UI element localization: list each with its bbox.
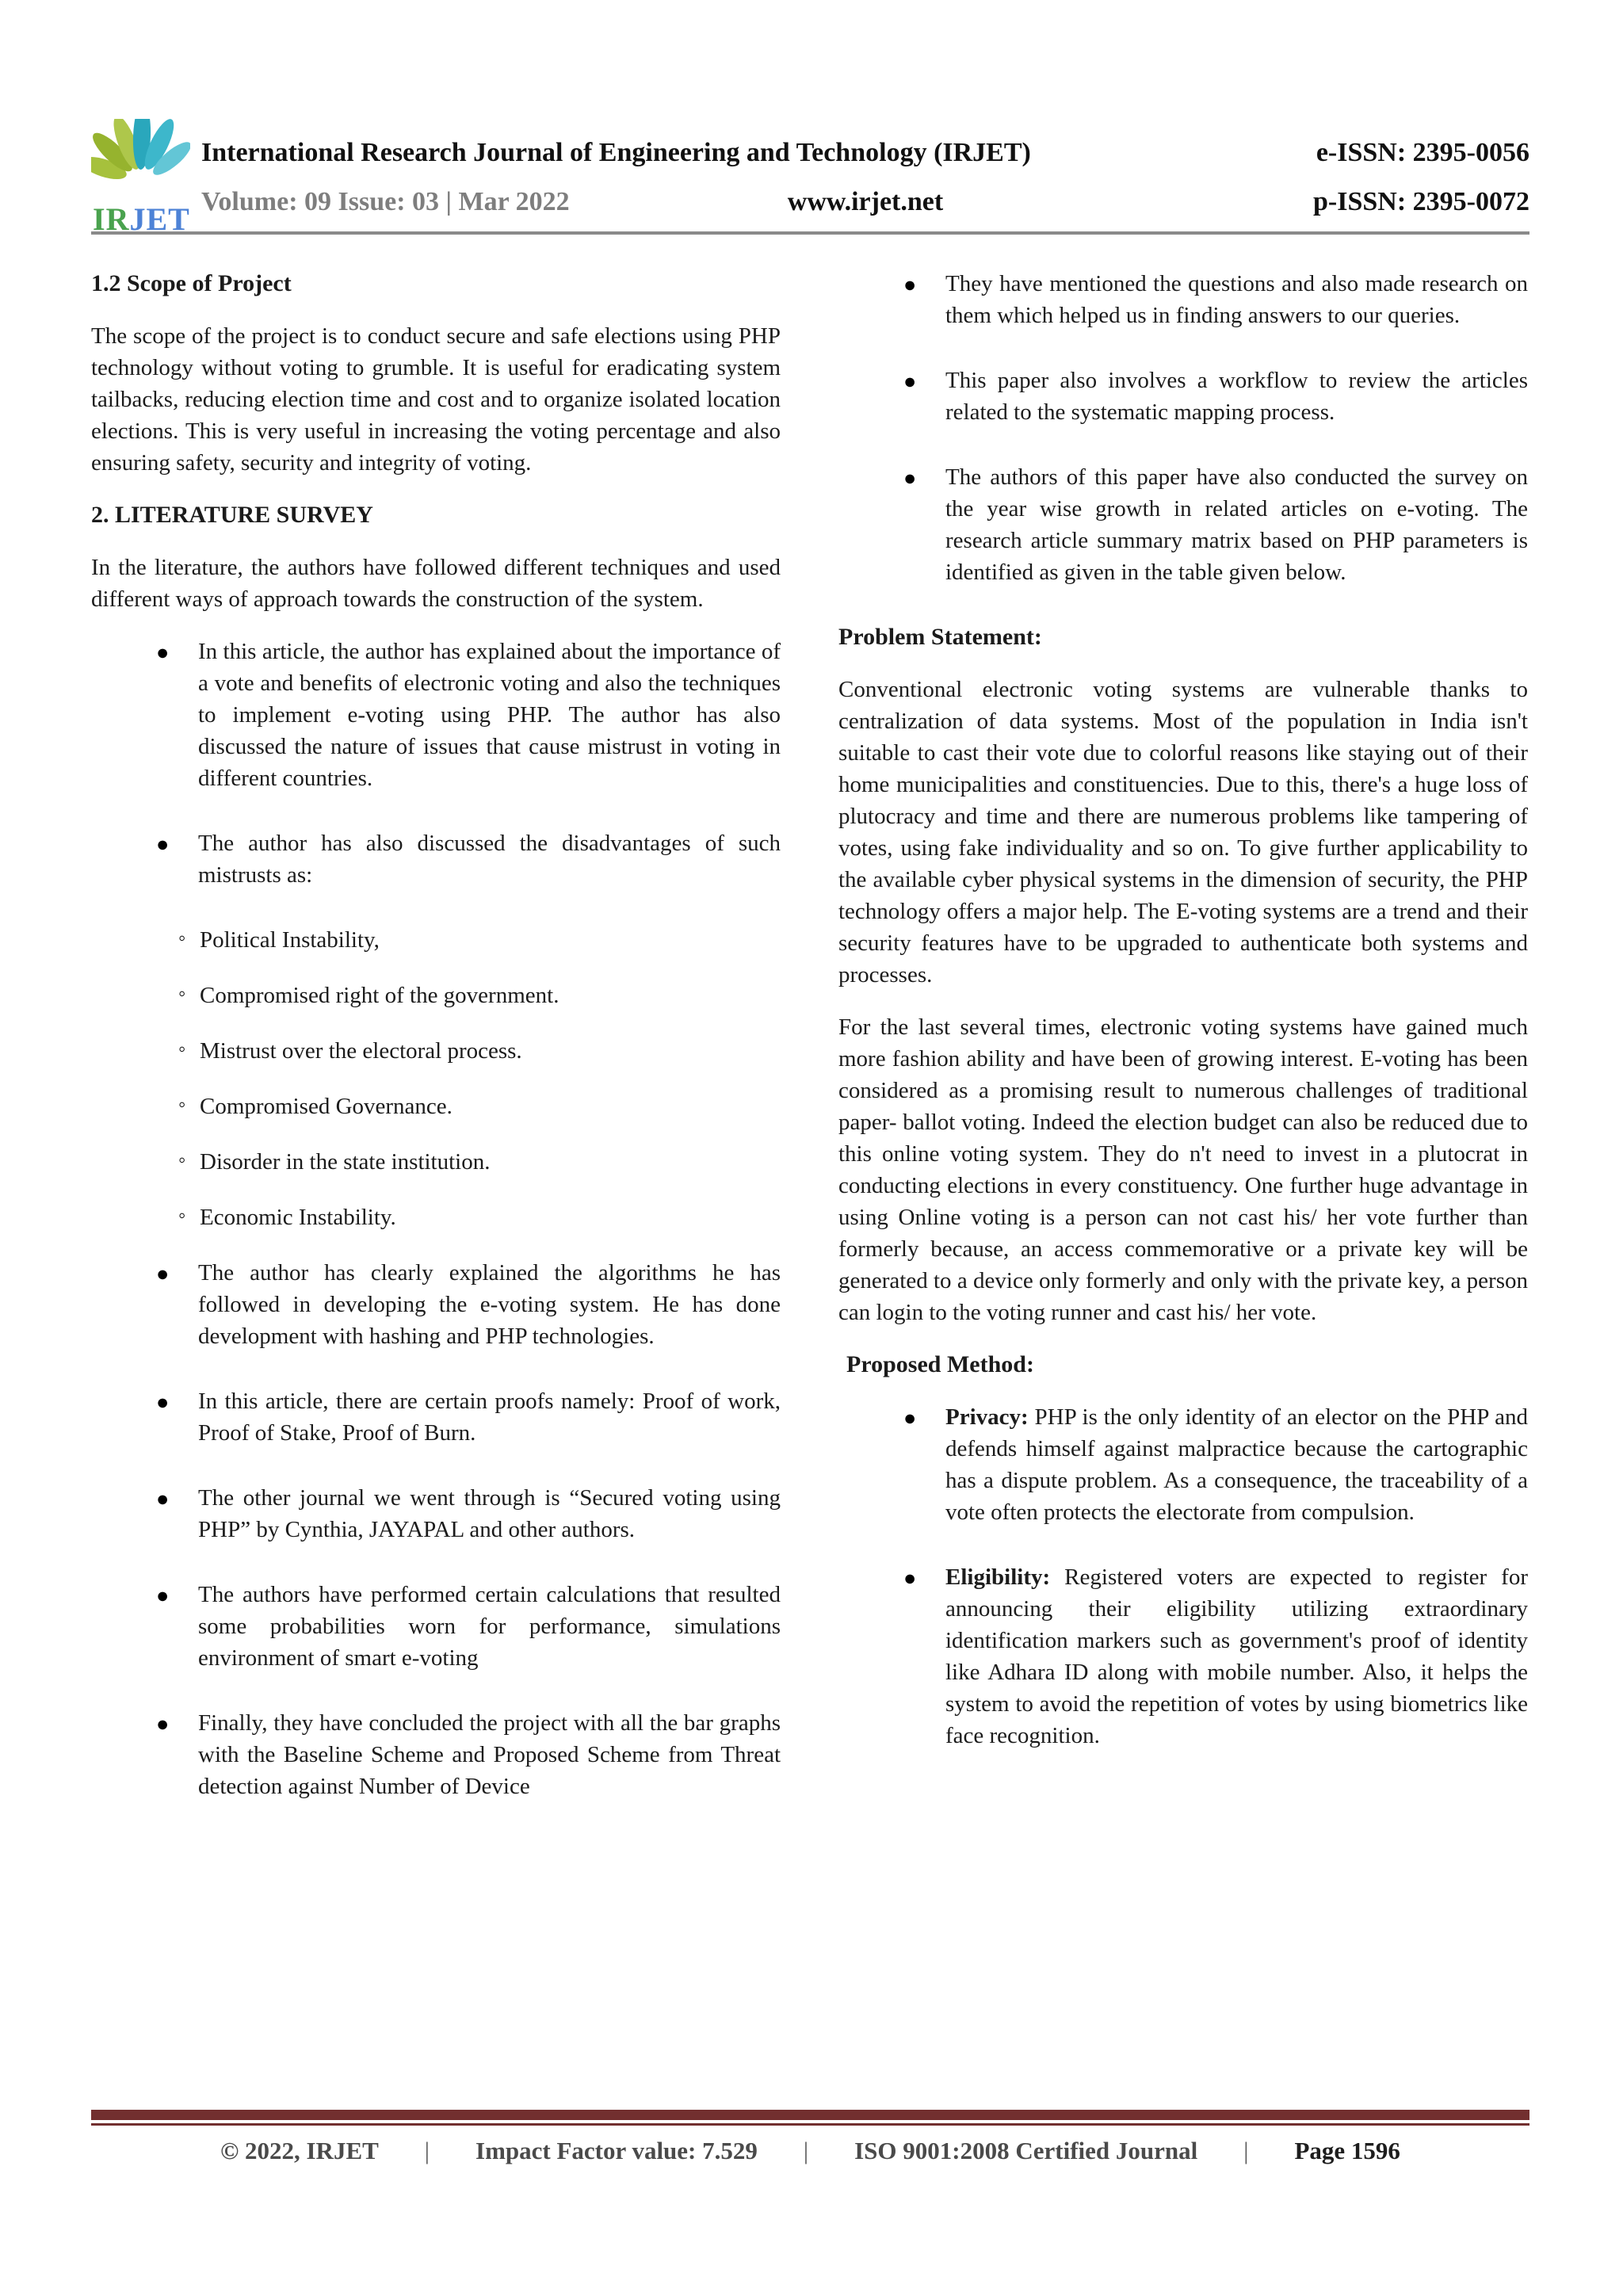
two-column-body (91, 268, 1529, 1836)
bullet-icon: ● (903, 466, 917, 490)
bullet-icon: ● (903, 1566, 917, 1590)
circle-bullet-icon: ◦ (178, 1093, 186, 1116)
survey-intro-paragraph: In the literature, the authors have followed different techniques and used different ways of approach towards the construction of the system. (91, 555, 781, 612)
bullet-item (838, 268, 1528, 331)
journal-title: International Research Journal of Engineering and Technology (IRJET) (201, 138, 1031, 167)
irjet-logo (91, 119, 190, 238)
mistrust-sub-list (91, 924, 781, 1233)
header-row-1 (190, 138, 1529, 168)
footer-separator: | (1243, 2137, 1249, 2164)
method-bullet-list (838, 1401, 1528, 1752)
bullet-text: Finally, they have concluded the project with all the bar graphs with the Baseline Scheme and Proposed Scheme from Threat detection against Number of Device (198, 1710, 781, 1799)
sub-bullet-text: Compromised Governance. (200, 1094, 453, 1119)
bullet-text: The authors of this paper have also conducted the survey on the year wise growth in related articles on e-voting. The research article summary matrix based on PHP parameters is identified as given in the table given below. (945, 464, 1528, 585)
footer-page-number: Page 1596 (1294, 2137, 1400, 2164)
sub-bullet-item (91, 924, 781, 956)
sub-bullet-text: Economic Instability. (200, 1205, 396, 1230)
literature-survey-heading: 2. LITERATURE SURVEY (91, 502, 373, 528)
footer-separator: | (424, 2137, 430, 2164)
bullet-item (91, 827, 781, 891)
bullet-item (91, 1482, 781, 1545)
bullet-text: In this article, the author has explained about the importance of a vote and benefits of electronic voting and also the techniques to implement e-voting using PHP. The author has also discussed the nature of issues that cause mistrust in voting in different countries. (198, 639, 781, 791)
bullet-icon: ● (156, 1262, 170, 1286)
problem-statement-heading: Problem Statement: (838, 624, 1042, 650)
bullet-icon: ● (903, 273, 917, 296)
footer-copyright: © 2022, IRJET (220, 2137, 379, 2164)
sub-bullet-text: Political Instability, (200, 927, 380, 953)
proposed-method-heading: Proposed Method: (846, 1351, 1034, 1377)
footer-divider-thin-line (91, 2123, 1529, 2126)
bullet-item (838, 365, 1528, 428)
header-text-block (190, 119, 1529, 217)
method-label: Privacy: (945, 1404, 1029, 1430)
circle-bullet-icon: ◦ (178, 1037, 186, 1060)
footer (91, 2137, 1529, 2165)
irjet-logo-leaves-icon (91, 119, 190, 201)
sub-bullet-item (91, 1035, 781, 1067)
bullet-text: Registered voters are expected to register for announcing their eligibility utilizing extraordinary identification markers such as government's proof of identity like Adhara ID along with mobile number. Also, it helps the system to avoid the repetition of votes by using biometrics like face recognition. (945, 1564, 1528, 1748)
bullet-icon: ● (903, 369, 917, 393)
bullet-icon: ● (156, 1712, 170, 1736)
problem-paragraph-2: For the last several times, electronic voting systems have gained much more fashion ability and have been of growing interest. E-voting has been considered as a promising result to numerous challenges of traditional paper- ballot voting. Indeed the election budget can also be reduced due to this online voting system. They do n't need to invest in a plutocrat in conducting elections in every constituency. One further huge advantage in using Online voting is a person can not cast his/ her vote further than formerly because, an access commemorative or a private key will be generated to a device only formerly and only with the private key, a person can login to the voting runner and cast his/ her vote. (838, 1014, 1528, 1325)
bullet-item (91, 1257, 781, 1352)
sub-bullet-item (91, 1201, 781, 1233)
bullet-item (91, 1579, 781, 1674)
scope-paragraph: The scope of the project is to conduct secure and safe elections using PHP technology without voting to grumble. It is useful for eradicating system tailbacks, reducing election time and cost and to organize isolated location elections. This is very useful in increasing the voting percentage and also ensuring safety, security and integrity of voting. (91, 323, 781, 476)
bullet-icon: ● (156, 1390, 170, 1414)
sub-bullet-text: Disorder in the state institution. (200, 1149, 491, 1175)
right-bullet-list (838, 268, 1528, 588)
circle-bullet-icon: ◦ (178, 1204, 186, 1227)
footer-iso-certification: ISO 9001:2008 Certified Journal (854, 2137, 1198, 2164)
e-issn: e-ISSN: 2395-0056 (1316, 138, 1529, 167)
sub-bullet-item (91, 1091, 781, 1122)
scope-heading: 1.2 Scope of Project (91, 270, 292, 296)
bullet-icon: ● (903, 1406, 917, 1430)
footer-separator: | (803, 2137, 809, 2164)
footer-impact-factor: Impact Factor value: 7.529 (475, 2137, 758, 2164)
bullet-item (838, 461, 1528, 588)
footer-divider-bar (91, 2110, 1529, 2120)
sub-bullet-text: Compromised right of the government. (200, 983, 559, 1008)
bullet-text: In this article, there are certain proofs namely: Proof of work, Proof of Stake, Proof of Burn. (198, 1389, 781, 1446)
logo-jet-text: JET (129, 201, 190, 237)
bullet-item (838, 1561, 1528, 1752)
circle-bullet-icon: ◦ (178, 926, 186, 949)
method-label: Eligibility: (945, 1564, 1051, 1590)
header-row-2 (190, 187, 1529, 217)
survey-bullet-list-a (91, 636, 781, 891)
bullet-text: This paper also involves a workflow to review the articles related to the systematic mapping process. (945, 368, 1528, 425)
bullet-text: The authors have performed certain calculations that resulted some probabilities worn for performance, simulations environment of smart e-voting (198, 1582, 781, 1671)
circle-bullet-icon: ◦ (178, 1148, 186, 1171)
journal-website-link[interactable]: www.irjet.net (787, 187, 944, 216)
sub-bullet-text: Mistrust over the electoral process. (200, 1038, 522, 1064)
sub-bullet-item (91, 980, 781, 1011)
bullet-item (838, 1401, 1528, 1528)
bullet-text: The author has also discussed the disadvantages of such mistrusts as: (198, 831, 781, 888)
left-column (91, 268, 781, 1836)
sub-bullet-item (91, 1146, 781, 1178)
bullet-text: The other journal we went through is “Secured voting using PHP” by Cynthia, JAYAPAL and other authors. (198, 1485, 781, 1542)
survey-bullet-list-b (91, 1257, 781, 1802)
footer-divider (91, 2110, 1529, 2126)
p-issn: p-ISSN: 2395-0072 (1313, 187, 1529, 216)
bullet-text: PHP is the only identity of an elector on the PHP and defends himself against malpractice because the cartographic has a dispute problem. As a consequence, the traceability of a vote often protects the electorate from compulsion. (945, 1404, 1528, 1525)
bullet-icon: ● (156, 640, 170, 664)
bullet-text: They have mentioned the questions and also made research on them which helped us in finding answers to our queries. (945, 271, 1528, 328)
journal-header (91, 119, 1529, 238)
header-divider (91, 231, 1529, 235)
bullet-icon: ● (156, 1487, 170, 1511)
logo-ir-text: IR (93, 201, 130, 237)
circle-bullet-icon: ◦ (178, 982, 186, 1005)
bullet-item (91, 636, 781, 794)
bullet-item (91, 1385, 781, 1449)
problem-paragraph-1: Conventional electronic voting systems are vulnerable thanks to centralization of data systems. Most of the population in India isn't suitable to cast their vote due to colorful reasons like staying out of their home municipalities and constituencies. Due to this, there's a huge loss of plutocracy and time and there are numerous problems like tampering of votes, using fake individuality and so on. To give further applicability to the available cyber physical systems in the dimension of security, the PHP technology offers a major help. The E-voting systems are a trend and their security features have to be upgraded to authenticate both systems and processes. (838, 677, 1528, 988)
volume-issue: Volume: 09 Issue: 03 | Mar 2022 (201, 187, 570, 216)
bullet-icon: ● (156, 832, 170, 856)
bullet-icon: ● (156, 1584, 170, 1607)
bullet-text: The author has clearly explained the algorithms he has followed in developing the e-voting system. He has done development with hashing and PHP technologies. (198, 1260, 781, 1349)
bullet-item (91, 1707, 781, 1802)
right-column (838, 268, 1528, 1836)
